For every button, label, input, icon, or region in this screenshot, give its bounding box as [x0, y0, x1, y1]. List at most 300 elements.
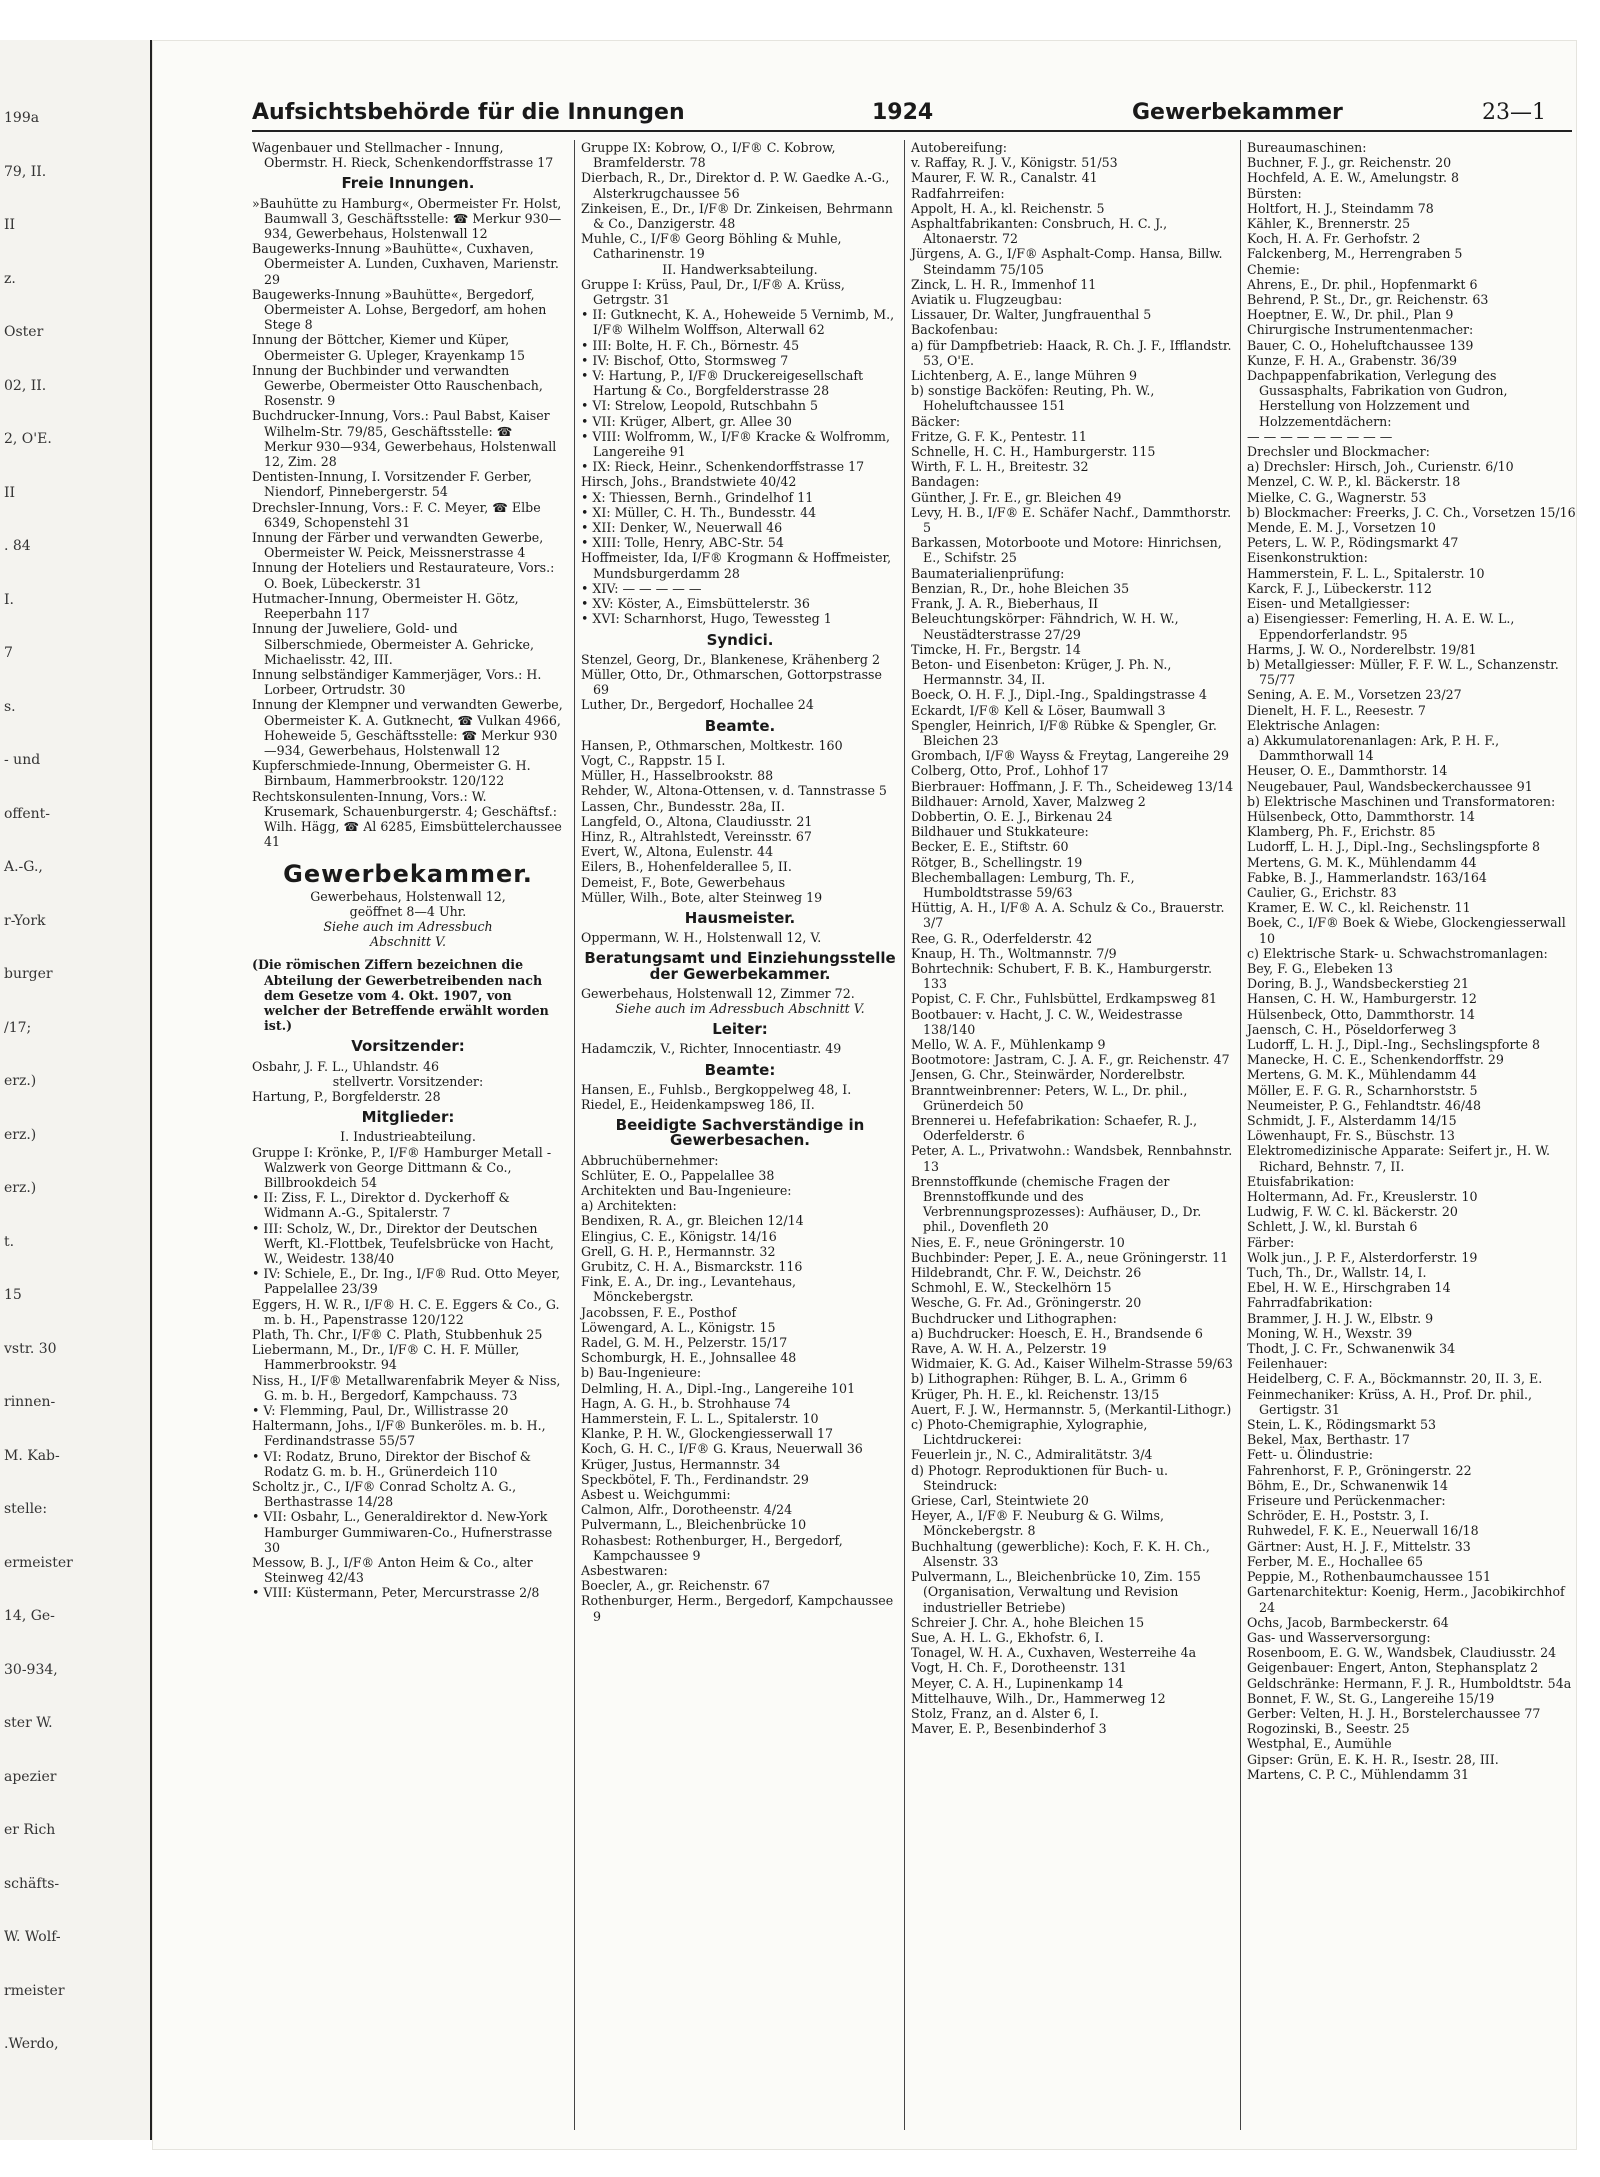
- directory-entry: Scholtz jr., C., I/F® Conrad Scholtz A. G., Berthastrasse 14/28: [252, 1479, 517, 1510]
- directory-entry: b) Bau-Ingenieure:: [581, 1365, 702, 1381]
- page-number: 23—1: [1482, 100, 1546, 125]
- directory-entry: Boecler, A., gr. Reichenstr. 67: [581, 1578, 771, 1594]
- directory-entry: Eisenkonstruktion:: [1247, 550, 1368, 566]
- directory-entry: Eisen- und Metallgiesser:: [1247, 596, 1410, 612]
- text-columns: [252, 140, 1576, 2130]
- directory-entry: Klanke, P. H. W., Glockengiesserwall 17: [581, 1426, 834, 1442]
- directory-entry: b) sonstige Backöfen: Reuting, Ph. W., Hoheluftchaussee 151: [911, 383, 1155, 414]
- directory-entry: Kupferschmiede-Innung, Obermeister G. H. Birnbaum, Hammerbrookstr. 120/122: [252, 758, 531, 789]
- directory-entry: Feinmechaniker: Krüss, A. H., Prof. Dr. phil., Gertigstr. 31: [1247, 1386, 1533, 1417]
- directory-entry: Backofenbau:: [911, 322, 999, 338]
- prev-page-line: erz.): [4, 1180, 37, 1197]
- directory-entry: Griese, Carl, Steintwiete 20: [911, 1493, 1089, 1509]
- directory-entry: • IV: Schiele, E., Dr. Ing., I/F® Rud. Otto Meyer, Pappelallee 23/39: [252, 1266, 561, 1297]
- directory-entry: c) Photo-Chemigraphie, Xylographie, Lichtdruckerei:: [911, 1417, 1148, 1448]
- directory-entry: Levy, H. B., I/F® E. Schäfer Nachf., Dammthorstr. 5: [911, 504, 1232, 536]
- directory-entry: Sening, A. E. M., Vorsetzen 23/27: [1247, 687, 1462, 703]
- directory-entry: Gas- und Wasserversorgung:: [1247, 1629, 1431, 1645]
- directory-entry: Eilers, B., Hohenfelderallee 5, II.: [581, 859, 792, 875]
- prev-page-line: t.: [4, 1233, 15, 1250]
- directory-entry: Müller, Wilh., Bote, alter Steinweg 19: [581, 889, 823, 905]
- directory-entry: Hadamczik, V., Richter, Innocentiastr. 49: [581, 1041, 842, 1057]
- directory-entry: Blechemballagen: Lemburg, Th. F., Humboldtstrasse 59/63: [911, 869, 1135, 900]
- directory-entry: Appolt, H. A., kl. Reichenstr. 5: [911, 200, 1105, 216]
- prev-page-line: II: [4, 217, 16, 234]
- directory-entry: Neumeister, P. G., Fehlandtstr. 46/48: [1247, 1097, 1482, 1113]
- directory-entry: Abbruchübernehmer:: [581, 1152, 719, 1168]
- directory-entry: Boek, C., I/F® Boek & Wiebe, Glockengiesserwall 10: [1247, 915, 1566, 946]
- prev-page-line: W. Wolf-: [4, 1929, 61, 1946]
- directory-entry: • III: Scholz, W., Dr., Direktor der Deutschen Werft, Kl.-Flottbek, Teufelsbrücke von Hacht, W., Weidestr. 138/40: [252, 1220, 554, 1267]
- subsection-heading: Beratungsamt und Einziehungsstelle der Gewerbekammer.: [584, 949, 896, 983]
- directory-entry: stellvertr. Vorsitzender:: [332, 1073, 484, 1089]
- directory-entry: Bohrtechnik: Schubert, F. B. K., Hamburgerstr. 133: [911, 960, 1212, 992]
- directory-entry: Elingius, C. E., Königstr. 14/16: [581, 1228, 777, 1244]
- column-1: [252, 140, 564, 2130]
- directory-entry: Barkassen, Motorboote und Motore: Hinrichsen, E., Schifstr. 25: [911, 535, 1222, 566]
- directory-entry: Meyer, C. A. H., Lupinenkamp 14: [911, 1675, 1124, 1691]
- directory-entry: Boeck, O. H. F. J., Dipl.-Ing., Spaldingstrasse 4: [911, 687, 1207, 703]
- directory-entry: Frank, J. A. R., Bieberhaus, II: [911, 596, 1099, 612]
- prev-page-line: apezier: [4, 1768, 57, 1785]
- directory-entry: Holtermann, Ad. Fr., Kreuslerstr. 10: [1247, 1189, 1478, 1205]
- directory-entry: Innung selbständiger Kammerjäger, Vors.: H. Lorbeer, Ortrudstr. 30: [252, 666, 542, 698]
- directory-entry: Bureaumaschinen:: [1247, 140, 1367, 155]
- directory-entry: Löwengard, A. L., Königstr. 15: [581, 1319, 776, 1335]
- prev-page-line: M. Kab-: [4, 1447, 60, 1464]
- directory-entry: • V: Hartung, P., I/F® Druckereigesellschaft Hartung & Co., Borgfelderstrasse 28: [581, 368, 864, 399]
- prev-page-line: schäfts-: [4, 1875, 60, 1892]
- directory-entry: Dentisten-Innung, I. Vorsitzender F. Gerber, Niendorf, Pinnebergerstr. 54: [252, 469, 532, 500]
- directory-entry: Rave, A. W. H. A., Pelzerstr. 19: [911, 1341, 1107, 1357]
- directory-entry: Aviatik u. Flugzeugbau:: [911, 292, 1063, 308]
- directory-entry: Möller, E. F. G. R., Scharnhorststr. 5: [1247, 1082, 1478, 1098]
- directory-entry: Bauer, C. O., Hoheluftchaussee 139: [1247, 337, 1474, 353]
- directory-entry: Autobereifung:: [911, 140, 1008, 155]
- directory-entry: • VII: Krüger, Albert, gr. Allee 30: [581, 413, 792, 429]
- directory-entry: Gruppe I: Krönke, P., I/F® Hamburger Metall - Walzwerk von George Dittmann & Co., Billbrookdeich 54: [252, 1144, 552, 1190]
- directory-entry: Rehder, W., Altona-Ottensen, v. d. Tannstrasse 5: [581, 783, 887, 799]
- directory-entry: Krüger, Justus, Hermannstr. 34: [581, 1456, 781, 1472]
- directory-entry: • V: Flemming, Paul, Dr., Willistrasse 20: [252, 1403, 509, 1419]
- directory-entry: • XIII: Tolle, Henry, ABC-Str. 54: [581, 535, 784, 551]
- directory-entry: Ruhwedel, F. K. E., Neuerwall 16/18: [1247, 1523, 1479, 1539]
- directory-entry: Peters, L. W. P., Rödingsmarkt 47: [1247, 535, 1459, 551]
- directory-entry: Rothenburger, Herm., Bergedorf, Kampchaussee 9: [581, 1593, 894, 1624]
- directory-entry: Wagenbauer und Stellmacher - Innung, Obermstr. H. Rieck, Schenkendorffstrasse 17: [252, 140, 554, 171]
- directory-entry: v. Raffay, R. J. V., Königstr. 51/53: [911, 155, 1118, 171]
- directory-entry: c) Elektrische Stark- u. Schwachstromanlagen:: [1247, 945, 1548, 961]
- directory-entry: Holtfort, H. J., Steindamm 78: [1247, 200, 1434, 216]
- directory-entry: Peppie, M., Rothenbaumchaussee 151: [1247, 1569, 1491, 1585]
- directory-entry: Schlüter, E. O., Pappelallee 38: [581, 1167, 775, 1183]
- directory-entry: Fabke, B. J., Hammerlandstr. 163/164: [1247, 869, 1487, 885]
- directory-entry: • VIII: Wolfromm, W., I/F® Kracke & Wolfromm, Langereihe 91: [581, 428, 890, 460]
- directory-entry: Tuch, Th., Dr., Wallstr. 14, I.: [1247, 1265, 1427, 1281]
- directory-entry: • XII: Denker, W., Neuerwall 46: [581, 520, 783, 536]
- directory-entry: Siehe auch im Adressbuch Abschnitt V.: [615, 1000, 865, 1016]
- directory-entry: Müller, Otto, Dr., Othmarschen, Gottorpstrasse 69: [581, 666, 882, 698]
- prev-page-line: r-York: [4, 912, 46, 929]
- directory-entry: Bildhauer und Stukkateure:: [911, 824, 1089, 840]
- directory-entry: Bendixen, R. A., gr. Bleichen 12/14: [581, 1213, 804, 1229]
- directory-entry: Gartenarchitektur: Koenig, Herm., Jacobikirchhof 24: [1247, 1584, 1565, 1615]
- directory-entry: Friseure und Perückenmacher:: [1247, 1493, 1446, 1509]
- prev-page-line: erz.): [4, 1126, 37, 1143]
- previous-page-edge: [0, 40, 153, 2140]
- directory-entry: Vogt, C., Rappstr. 15 I.: [581, 752, 726, 768]
- spacer: [252, 949, 564, 957]
- directory-entry: Spengler, Heinrich, I/F® Rübke & Spengler, Gr. Bleichen 23: [911, 717, 1217, 748]
- directory-entry: Hildebrandt, Chr. F. W., Deichstr. 26: [911, 1265, 1142, 1281]
- directory-entry: Feuerlein jr., N. C., Admiralitätstr. 3/4: [911, 1447, 1153, 1463]
- directory-entry: Demeist, F., Bote, Gewerbehaus: [581, 874, 786, 890]
- directory-entry: Harms, J. W. O., Norderelbstr. 19/81: [1247, 641, 1477, 657]
- directory-entry: Drechsler und Blockmacher:: [1247, 444, 1430, 460]
- directory-entry: Koch, H. A. Fr. Gerhofstr. 2: [1247, 231, 1421, 247]
- directory-entry: Bootmotore: Jastram, C. J. A. F., gr. Reichenstr. 47: [911, 1052, 1230, 1068]
- directory-entry: Osbahr, J. F. L., Uhlandstr. 46: [252, 1058, 439, 1074]
- prev-page-line: Oster: [4, 324, 44, 341]
- directory-entry: Wesche, G. Fr. Ad., Gröningerstr. 20: [911, 1295, 1142, 1311]
- directory-entry: »Bauhütte zu Hamburg«, Obermeister Fr. Holst, Baumwall 3, Geschäftsstelle: ☎ Merkur 930—934, Gewerbehaus, Holstenwall 12: [252, 195, 562, 242]
- directory-entry: Buchhaltung (gewerbliche): Koch, F. K. H. Ch., Alsenstr. 33: [911, 1538, 1210, 1569]
- prev-page-line: stelle:: [4, 1501, 48, 1518]
- subsection-heading: Leiter:: [712, 1020, 768, 1039]
- directory-entry: Ahrens, E., Dr. phil., Hopfenmarkt 6: [1247, 276, 1478, 292]
- directory-entry: Rötger, B., Schellingstr. 19: [911, 854, 1083, 870]
- directory-entry: Gärtner: Aust, H. J. F., Mittelstr. 33: [1247, 1538, 1471, 1554]
- directory-entry: Jensen, G. Chr., Steinwärder, Norderelbstr.: [911, 1067, 1186, 1083]
- prev-page-line: burger: [4, 966, 53, 983]
- directory-entry: Hansen, P., Othmarschen, Moltkestr. 160: [581, 737, 843, 753]
- directory-entry: Caulier, G., Erichstr. 83: [1247, 884, 1397, 900]
- directory-entry: Hammerstein, F. L. L., Spitalerstr. 10: [1247, 565, 1485, 581]
- section-heading: Gewerbekammer.: [283, 860, 533, 889]
- directory-entry: Bäcker:: [911, 413, 961, 429]
- directory-entry: • IV: Bischof, Otto, Stormsweg 7: [581, 352, 789, 368]
- directory-entry: Bürsten:: [1247, 185, 1302, 201]
- directory-entry: Hinz, R., Altrahlstedt, Vereinsstr. 67: [581, 828, 812, 844]
- directory-entry: • VI: Rodatz, Bruno, Direktor der Bischof & Rodatz G. m. b. H., Grünerdeich 110: [252, 1448, 531, 1479]
- prev-page-line: 30-934,: [4, 1661, 58, 1678]
- directory-entry: b) Blockmacher: Freerks, J. C. Ch., Vorsetzen 15/16: [1247, 504, 1576, 520]
- directory-entry: Kähler, K., Brennerstr. 25: [1247, 216, 1411, 232]
- subsection-heading: Mitglieder:: [361, 1108, 455, 1127]
- directory-entry: Schnelle, H. C. H., Hamburgerstr. 115: [911, 444, 1156, 460]
- directory-entry: Bonnet, F. W., St. G., Langereihe 15/19: [1247, 1690, 1495, 1706]
- directory-entry: Eckardt, I/F® Kell & Löser, Baumwall 3: [911, 702, 1166, 718]
- subsection-heading: Beamte:: [704, 1060, 776, 1079]
- directory-entry: Koch, G. H. C., I/F® G. Kraus, Neuerwall 36: [581, 1441, 863, 1457]
- directory-entry: Dachpappenfabrikation, Verlegung des Gussasphalts, Fabrikation von Gudron, Herstellung von Holzzement und Holzzementdächern:: [1247, 368, 1508, 429]
- directory-entry: Mielke, C. G., Wagnerstr. 53: [1247, 489, 1427, 505]
- directory-entry: Innung der Hoteliers und Restaurateure, Vors.: O. Boek, Lübeckerstr. 31: [252, 560, 555, 591]
- directory-entry: Behrend, P. St., Dr., gr. Reichenstr. 63: [1247, 292, 1489, 308]
- directory-entry: Wolk jun., J. P. F., Alsterdorferstr. 19: [1247, 1249, 1478, 1265]
- prev-page-line: rinnen-: [4, 1394, 56, 1411]
- directory-entry: Dierbach, R., Dr., Direktor d. P. W. Gaedke A.-G., Alsterkrugchaussee 56: [581, 170, 890, 201]
- directory-entry: Gerber: Velten, H. J. H., Borstelerchaussee 77: [1247, 1705, 1541, 1721]
- directory-entry: Gruppe I: Krüss, Paul, Dr., I/F® A. Krüss, Getrgstr. 31: [581, 276, 845, 308]
- directory-entry: Langfeld, O., Altona, Claudiusstr. 21: [581, 813, 813, 829]
- directory-entry: Heyer, A., I/F® F. Neuburg & G. Wilms, Mönckebergstr. 8: [911, 1508, 1164, 1539]
- directory-entry: Elektrische Anlagen:: [1247, 717, 1381, 733]
- directory-entry: Buchbinder: Peper, J. E. A., neue Gröningerstr. 11: [911, 1249, 1229, 1265]
- directory-entry: Ree, G. R., Oderfelderstr. 42: [911, 930, 1093, 946]
- directory-entry: Gewerbehaus, Holstenwall 12,: [310, 888, 506, 904]
- prev-page-line: I.: [4, 591, 14, 608]
- directory-entry: Innung der Klempner und verwandten Gewerbe, Obermeister K. A. Gutknecht, ☎ Vulkan 4966, Hoheweide 5, Geschäftsstelle: ☎ Merkur 930—934, Gewerbehaus, Holstenwall 12: [252, 697, 563, 758]
- directory-entry: Tonagel, W. H. A., Cuxhaven, Westerreihe 4a: [911, 1645, 1197, 1661]
- directory-entry: Rohasbest: Rothenburger, H., Bergedorf, Kampchaussee 9: [581, 1532, 843, 1563]
- prev-page-line: 2, O'E.: [4, 431, 52, 448]
- directory-entry: (Die römischen Ziffern bezeichnen die Abteilung der Gewerbetreibenden nach dem Gesetze vom 4. Okt. 1907, von welcher der Betreffende erwählt worden ist.): [252, 957, 549, 1034]
- directory-entry: Stein, L. K., Rödingsmarkt 53: [1247, 1417, 1437, 1433]
- directory-entry: Grubitz, C. H. A., Bismarckstr. 116: [581, 1259, 803, 1275]
- directory-entry: • X: Thiessen, Bernh., Grindelhof 11: [581, 489, 814, 505]
- directory-entry: Maver, E. P., Besenbinderhof 3: [911, 1721, 1107, 1737]
- directory-entry: Wirth, F. L. H., Breitestr. 32: [911, 459, 1089, 475]
- directory-entry: Menzel, C. W. P., kl. Bäckerstr. 18: [1247, 474, 1461, 490]
- directory-entry: Messow, B. J., I/F® Anton Heim & Co., alter Steinweg 42/43: [252, 1555, 533, 1586]
- header-year: 1924: [872, 100, 934, 125]
- directory-entry: Asbest u. Weichgummi:: [581, 1487, 731, 1503]
- directory-entry: Abschnitt V.: [370, 934, 446, 950]
- prev-page-line: offent-: [4, 805, 51, 822]
- directory-entry: Riedel, E., Heidenkampsweg 186, II.: [581, 1096, 815, 1112]
- prev-page-line: .Werdo,: [4, 2036, 59, 2053]
- directory-entry: Jürgens, A. G., I/F® Asphalt-Comp. Hansa, Billw. Steindamm 75/105: [911, 246, 1223, 277]
- prev-page-line: s.: [4, 698, 16, 715]
- directory-entry: • II: Ziss, F. L., Direktor d. Dyckerhoff & Widmann A.-G., Spitalerstr. 7: [252, 1190, 510, 1221]
- directory-entry: Colberg, Otto, Prof., Lohhof 17: [911, 763, 1109, 779]
- directory-entry: Haltermann, Johs., I/F® Bunkeröles. m. b. H., Ferdinandstrasse 55/57: [252, 1418, 546, 1449]
- directory-entry: Delmling, H. A., Dipl.-Ing., Langereihe 101: [581, 1380, 856, 1396]
- directory-entry: a) für Dampfbetrieb: Haack, R. Ch. J. F., Ifflandstr. 53, O'E.: [911, 337, 1232, 368]
- directory-entry: Stenzel, Georg, Dr., Blankenese, Krähenberg 2: [581, 651, 880, 667]
- directory-entry: Knaup, H. Th., Woltmannstr. 7/9: [911, 945, 1117, 961]
- directory-entry: Stolz, Franz, an d. Alster 6, I.: [911, 1705, 1099, 1721]
- directory-entry: Mende, E. M. J., Vorsetzen 10: [1247, 520, 1436, 536]
- directory-entry: Jaensch, C. H., Pöseldorferweg 3: [1247, 1021, 1457, 1037]
- directory-entry: Geldschränke: Hermann, F. J. R., Humboldtstr. 54a: [1247, 1675, 1572, 1691]
- directory-entry: Hoffmeister, Ida, I/F® Krogmann & Hoffmeister, Mundsburgerdamm 28: [581, 550, 892, 581]
- directory-entry: Fahrradfabrikation:: [1247, 1295, 1373, 1311]
- directory-entry: Siehe auch im Adressbuch: [323, 918, 493, 934]
- header-section-title: Gewerbekammer: [1132, 100, 1343, 125]
- directory-entry: Hagn, A. G. H., b. Strohhause 74: [581, 1395, 791, 1411]
- directory-entry: Architekten und Bau-Ingenieure:: [581, 1183, 792, 1198]
- directory-entry: Mertens, G. M. K., Mühlendamm 44: [1247, 854, 1477, 870]
- directory-entry: Chirurgische Instrumentenmacher:: [1247, 322, 1474, 338]
- directory-entry: Gipser: Grün, E. K. H. R., Isestr. 28, III.: [1247, 1751, 1499, 1767]
- directory-entry: — — — — — — — — —: [1247, 428, 1393, 444]
- directory-entry: Rosenboom, E. G. W., Wandsbek, Claudiusstr. 24: [1247, 1645, 1557, 1661]
- prev-page-line: 199a: [4, 110, 40, 126]
- directory-entry: Ferber, M. E., Hochallee 65: [1247, 1553, 1424, 1569]
- directory-entry: Beton- und Eisenbeton: Krüger, J. Ph. N., Hermannstr. 34, II.: [911, 656, 1172, 688]
- directory-entry: Muhle, C., I/F® Georg Böhling & Muhle, Catharinenstr. 19: [581, 231, 842, 262]
- directory-entry: II. Handwerksabteilung.: [662, 261, 818, 277]
- directory-entry: Lassen, Chr., Bundesstr. 28a, II.: [581, 798, 785, 814]
- directory-entry: Sue, A. H. L. G., Ekhofstr. 6, I.: [911, 1629, 1104, 1645]
- directory-entry: Oppermann, W. H., Holstenwall 12, V.: [581, 930, 822, 946]
- directory-entry: Plath, Th. Chr., I/F® C. Plath, Stubbenhuk 25: [252, 1327, 543, 1343]
- directory-entry: Doring, B. J., Wandsbeckerstieg 21: [1247, 976, 1470, 992]
- directory-entry: • XIV: — — — — —: [581, 580, 702, 596]
- directory-entry: Dienelt, H. F. L., Reesestr. 7: [1247, 702, 1426, 718]
- directory-entry: Innung der Buchbinder und verwandten Gewerbe, Obermeister Otto Rauschenbach, Rosenstr. 9: [252, 362, 543, 409]
- directory-entry: Westphal, E., Aumühle: [1247, 1736, 1392, 1752]
- column-3: [904, 140, 1236, 2130]
- directory-entry: Becker, E. E., Stiftstr. 60: [911, 839, 1069, 855]
- prev-page-line: ermeister: [4, 1554, 73, 1571]
- directory-entry: Ochs, Jacob, Barmbeckerstr. 64: [1247, 1614, 1449, 1630]
- directory-entry: Zinkeisen, E., Dr., I/F® Dr. Zinkeisen, Behrmann & Co., Danzigerstr. 48: [581, 200, 893, 232]
- directory-entry: Falckenberg, M., Herrengraben 5: [1247, 246, 1463, 262]
- directory-entry: Hoeptner, E. W., Dr. phil., Plan 9: [1247, 307, 1454, 323]
- directory-entry: • III: Bolte, H. F. Ch., Börnestr. 45: [581, 337, 800, 353]
- directory-entry: Fahrenhorst, F. P., Gröningerstr. 22: [1247, 1462, 1472, 1478]
- directory-entry: Popist, C. F. Chr., Fuhlsbüttel, Erdkampsweg 81: [911, 991, 1217, 1007]
- directory-entry: Grell, G. H. P., Hermannstr. 32: [581, 1243, 776, 1259]
- directory-entry: a) Eisengiesser: Femerling, H. A. E. W. L., Eppendorferlandstr. 95: [1247, 611, 1515, 642]
- directory-entry: Chemie:: [1247, 261, 1300, 277]
- directory-entry: Grombach, I/F® Wayss & Freytag, Langereihe 29: [911, 748, 1230, 764]
- directory-entry: Hansen, C. H. W., Hamburgerstr. 12: [1247, 991, 1477, 1007]
- directory-entry: Vogt, H. Ch. F., Dorotheenstr. 131: [911, 1660, 1127, 1676]
- directory-entry: Thodt, J. C. Fr., Schwanenwik 34: [1247, 1341, 1456, 1357]
- prev-page-line: er Rich: [4, 1822, 56, 1839]
- directory-entry: Elektromedizinische Apparate: Seifert jr., H. W. Richard, Behnstr. 7, II.: [1247, 1143, 1550, 1174]
- directory-entry: Etuisfabrikation:: [1247, 1173, 1355, 1189]
- directory-entry: Bekel, Max, Berthastr. 17: [1247, 1432, 1410, 1448]
- directory-entry: Drechsler-Innung, Vors.: F. C. Meyer, ☎ Elbe 6349, Schopenstehl 31: [252, 499, 541, 530]
- directory-entry: Radfahrreifen:: [911, 185, 1005, 201]
- directory-entry: Asbestwaren:: [581, 1563, 668, 1579]
- directory-entry: Moning, W. H., Wexstr. 39: [1247, 1325, 1413, 1341]
- directory-entry: b) Lithographen: Rühger, B. L. A., Grimm 6: [911, 1371, 1188, 1387]
- directory-entry: Zinck, L. H. R., Immenhof 11: [911, 276, 1097, 292]
- directory-entry: • VII: Osbahr, L., Generaldirektor d. New-York Hamburger Gummiwaren-Co., Hufnerstrasse 30: [252, 1509, 553, 1555]
- directory-entry: Baumaterialienprüfung:: [911, 565, 1065, 581]
- directory-entry: Nies, E. F., neue Gröningerstr. 10: [911, 1234, 1125, 1250]
- directory-entry: Liebermann, M., Dr., I/F® C. H. F. Müller, Hammerbrookstr. 94: [252, 1342, 520, 1373]
- directory-entry: Dobbertin, O. E. J., Birkenau 24: [911, 808, 1113, 824]
- directory-entry: • XI: Müller, C. H. Th., Bundesstr. 44: [581, 504, 817, 520]
- directory-entry: Neugebauer, Paul, Wandsbeckerchaussee 91: [1247, 778, 1533, 794]
- directory-entry: • VIII: Küstermann, Peter, Mercurstrasse 2/8: [252, 1585, 540, 1601]
- directory-entry: Speckbötel, F. Th., Ferdinandstr. 29: [581, 1471, 809, 1487]
- directory-entry: Buchner, F. J., gr. Reichenstr. 20: [1247, 155, 1452, 171]
- directory-entry: Gruppe IX: Kobrow, O., I/F® C. Kobrow, Bramfelderstr. 78: [581, 140, 836, 171]
- directory-entry: Buchdrucker und Lithographen:: [911, 1310, 1117, 1326]
- directory-entry: Pulvermann, L., Bleichenbrücke 10, Zim. 155 (Organisation, Verwaltung und Revision industrieller Betriebe): [911, 1569, 1201, 1615]
- directory-entry: Innung der Böttcher, Kiemer und Küper, Obermeister G. Upleger, Krayenkamp 15: [252, 332, 525, 363]
- directory-entry: Ludwig, F. W. C. kl. Bäckerstr. 20: [1247, 1204, 1458, 1220]
- directory-entry: Baugewerks-Innung »Bauhütte«, Bergedorf, Obermeister A. Lohse, Bergedorf, am hohen Stege 8: [252, 286, 547, 333]
- directory-entry: Beleuchtungskörper: Fähndrich, W. H. W., Neustädterstrasse 27/29: [911, 611, 1179, 642]
- directory-entry: Bootbauer: v. Hacht, J. C. W., Weidestrasse 138/140: [911, 1006, 1183, 1037]
- directory-entry: Schmohl, E. W., Steckelhörn 15: [911, 1280, 1112, 1296]
- directory-entry: Radel, G. M. H., Pelzerstr. 15/17: [581, 1335, 788, 1351]
- directory-entry: Hülsenbeck, Otto, Dammthorstr. 14: [1247, 808, 1475, 824]
- directory-entry: I. Industrieabteilung.: [340, 1129, 476, 1145]
- subsection-heading: Beeidigte Sachverständige in Gewerbesachen.: [615, 1116, 865, 1150]
- directory-entry: Klamberg, Ph. F., Erichstr. 85: [1247, 824, 1436, 840]
- directory-entry: Hirsch, Johs., Brandstwiete 40/42: [581, 474, 797, 490]
- directory-entry: Innung der Färber und verwandten Gewerbe, Obermeister W. Peick, Meissnerstrasse 4: [252, 530, 544, 561]
- directory-entry: Färber:: [1247, 1234, 1295, 1250]
- directory-entry: Heidelberg, C. F. A., Böckmannstr. 20, II. 3, E.: [1247, 1371, 1543, 1387]
- directory-page: [152, 40, 1577, 2150]
- directory-entry: Branntweinbrenner: Peters, W. L., Dr. phil., Grünerdeich 50: [911, 1082, 1188, 1113]
- directory-entry: Manecke, H. C. E., Schenkendorffstr. 29: [1247, 1052, 1504, 1068]
- directory-entry: a) Buchdrucker: Hoesch, E. H., Brandsende 6: [911, 1325, 1203, 1341]
- directory-entry: Bierbrauer: Hoffmann, J. F. Th., Scheideweg 13/14: [911, 778, 1234, 794]
- directory-entry: Schmidt, J. F., Alsterdamm 14/15: [1247, 1113, 1457, 1128]
- directory-entry: Timcke, H. Fr., Bergstr. 14: [911, 641, 1081, 657]
- directory-entry: Fritze, G. F. K., Pentestr. 11: [911, 428, 1087, 444]
- directory-entry: Mertens, G. M. K., Mühlendamm 44: [1247, 1067, 1477, 1083]
- prev-page-line: 02, II.: [4, 377, 47, 394]
- prev-page-line: 14, Ge-: [4, 1608, 55, 1625]
- directory-entry: Geigenbauer: Engert, Anton, Stephansplatz 2: [1247, 1660, 1539, 1676]
- prev-page-line: erz.): [4, 1073, 37, 1090]
- directory-entry: a) Architekten:: [581, 1198, 677, 1214]
- prev-page-line: rmeister: [4, 1982, 65, 1999]
- directory-entry: Peter, A. L., Privatwohn.: Wandsbek, Rennbahnstr. 13: [911, 1143, 1233, 1174]
- directory-entry: geöffnet 8—4 Uhr.: [349, 903, 467, 919]
- column-2: [574, 140, 899, 2130]
- directory-entry: Mittelhauve, Wilh., Dr., Hammerweg 12: [911, 1690, 1166, 1706]
- directory-entry: Hochfeld, A. E. W., Amelungstr. 8: [1247, 170, 1459, 186]
- directory-entry: Ebel, H. W. E., Hirschgraben 14: [1247, 1280, 1451, 1296]
- directory-entry: Hüttig, A. H., I/F® A. A. Schulz & Co., Brauerstr. 3/7: [911, 900, 1225, 931]
- directory-entry: • IX: Rieck, Heinr., Schenkendorffstrasse 17: [581, 459, 865, 475]
- directory-entry: Feilenhauer:: [1247, 1356, 1328, 1372]
- directory-entry: Martens, C. P. C., Mühlendamm 31: [1247, 1766, 1470, 1782]
- directory-entry: • VI: Strelow, Leopold, Rutschbahn 5: [581, 398, 819, 414]
- prev-page-line: A.-G.,: [4, 859, 43, 876]
- directory-entry: • XV: Köster, A., Eimsbüttelerstr. 36: [581, 596, 810, 612]
- directory-entry: Lissauer, Dr. Walter, Jungfrauenthal 5: [911, 307, 1152, 323]
- directory-entry: Schomburgk, H. E., Johnsallee 48: [581, 1350, 797, 1366]
- column-4: [1240, 140, 1577, 2130]
- directory-entry: Evert, W., Altona, Eulenstr. 44: [581, 844, 774, 860]
- directory-entry: • XVI: Scharnhorst, Hugo, Tewessteg 1: [581, 611, 832, 627]
- directory-entry: Maurer, F. W. R., Canalstr. 41: [911, 170, 1098, 186]
- directory-entry: Böhm, E., Dr., Schwanenwik 14: [1247, 1477, 1449, 1493]
- directory-entry: Auert, F. J. W., Hermannstr. 5, (Merkantil-Lithogr.): [911, 1401, 1232, 1417]
- directory-entry: Fett- u. Ölindustrie:: [1247, 1447, 1373, 1463]
- subsection-heading: Syndici.: [706, 630, 774, 649]
- directory-entry: Günther, J. Fr. E., gr. Bleichen 49: [911, 489, 1122, 505]
- prev-page-line: ster W.: [4, 1715, 53, 1732]
- directory-entry: Hansen, E., Fuhlsb., Bergkoppelweg 48, I.: [581, 1081, 852, 1097]
- prev-page-line: - und: [4, 752, 41, 769]
- subsection-heading: Freie Innungen.: [341, 174, 475, 193]
- directory-entry: Innung der Juweliere, Gold- und Silberschmiede, Obermeister A. Gehricke, Michaelisstr. 42, III.: [252, 621, 534, 667]
- directory-entry: Hülsenbeck, Otto, Dammthorstr. 14: [1247, 1006, 1475, 1022]
- directory-entry: b) Metallgiesser: Müller, F. F. W. L., Schanzenstr. 75/77: [1247, 656, 1559, 688]
- directory-entry: Jacobssen, F. E., Posthof: [581, 1304, 737, 1320]
- subsection-heading: Vorsitzender:: [351, 1037, 465, 1056]
- directory-entry: Rechtskonsulenten-Innung, Vors.: W. Krusemark, Schauenburgerstr. 4; Geschäftsf.: Wilh. Hägg, ☎ Al 6285, Eimsbüttelerchaussee 41: [252, 788, 562, 850]
- directory-entry: Buchdrucker-Innung, Vors.: Paul Babst, Kaiser Wilhelm-Str. 79/85, Geschäftsstelle: ☎ Merkur 930—934, Gewerbehaus, Holstenwall 12, Zim. 28: [252, 408, 557, 470]
- directory-entry: Calmon, Alfr., Dorotheenstr. 4/24: [581, 1502, 793, 1518]
